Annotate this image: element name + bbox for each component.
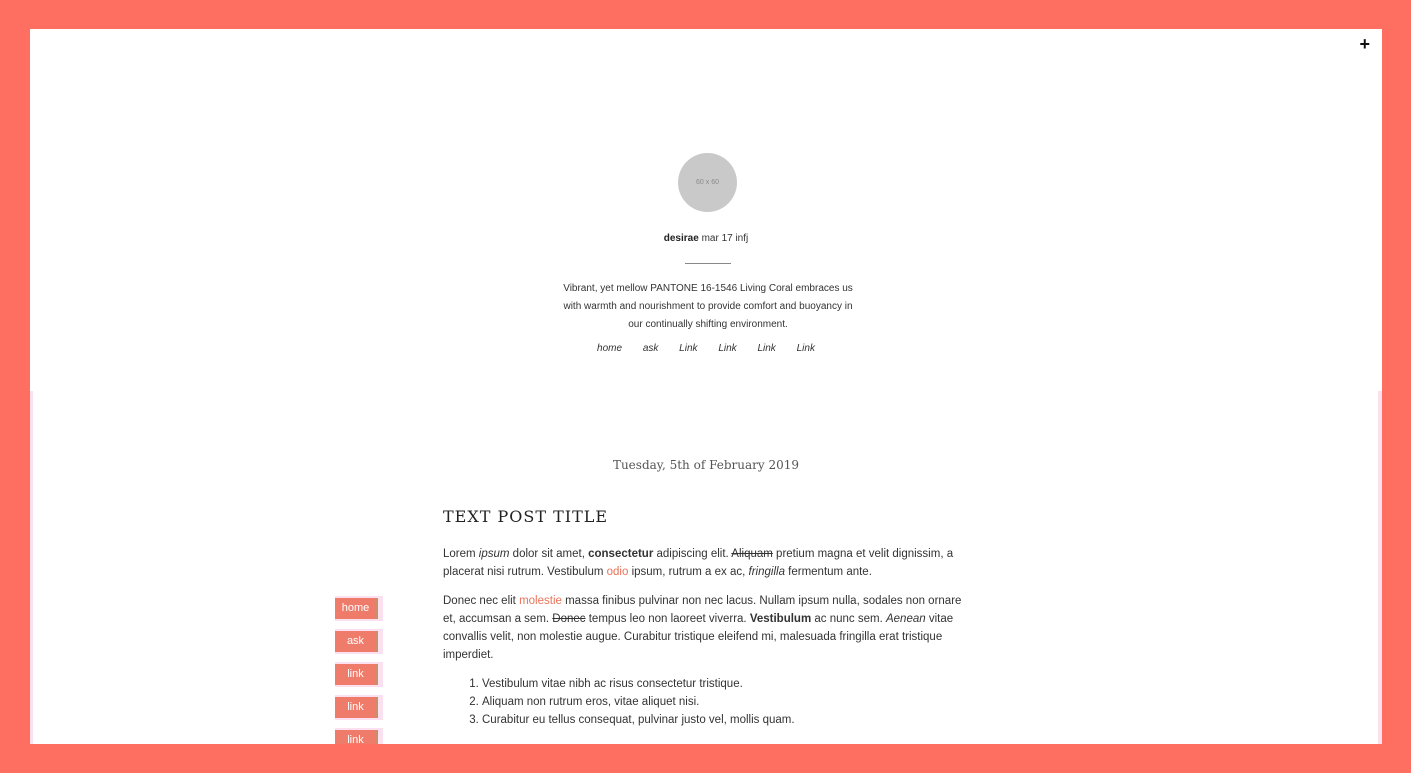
side-strip-left <box>30 391 33 744</box>
text: massa finibus pulvinar non nec lacus. Nullam ipsum nulla, sodales non ornare et, accumsan a sem. <box>443 595 962 625</box>
text: pretium magna et velit dignissim, a placerat nisi rutrum. Vestibulum <box>443 548 954 578</box>
post-date: Tuesday, 5th of February 2019 <box>612 458 800 472</box>
side-nav-home[interactable] <box>335 596 383 621</box>
side-nav-link[interactable] <box>335 728 383 744</box>
divider <box>685 263 731 264</box>
avatar-placeholder-text: 60 x 60 <box>696 179 719 186</box>
post-body <box>443 545 975 729</box>
side-nav-label: link <box>335 730 378 744</box>
text: ipsum, rutrum a ex ac, <box>628 566 749 578</box>
bold-text: Vestibulum <box>749 613 812 625</box>
side-nav <box>335 596 383 744</box>
italic-text: Aenean <box>885 613 926 625</box>
page-frame <box>30 29 1382 744</box>
side-nav-label: link <box>335 664 378 685</box>
blog-name: desirae <box>663 233 699 244</box>
text: tempus leo non laoreet viverra. <box>585 613 750 625</box>
top-nav-link[interactable]: Link <box>796 343 815 354</box>
text: dolor sit amet, <box>509 548 589 560</box>
list-item: 3. Curabitur eu tellus consequat, pulvinar justo vel, mollis quam. <box>482 711 975 729</box>
side-nav-link[interactable] <box>335 662 383 687</box>
inline-link[interactable]: odio <box>606 566 629 578</box>
side-nav-ask[interactable] <box>335 629 383 654</box>
top-nav-link[interactable]: Link <box>757 343 776 354</box>
side-nav-label: link <box>335 697 378 718</box>
top-nav-link[interactable]: Link <box>718 343 737 354</box>
side-strip-right <box>1378 391 1382 744</box>
text: ac nunc sem. <box>811 613 886 625</box>
top-nav-home-link[interactable]: home <box>597 343 623 354</box>
text: Lorem <box>443 548 479 560</box>
strikethrough-text: Donec <box>552 613 586 625</box>
text: adipiscing elit. <box>653 548 732 560</box>
post-paragraph <box>443 592 975 664</box>
strikethrough-text: Aliquam <box>731 548 773 560</box>
list-item: 2. Aliquam non rutrum eros, vitae aliquet nisi. <box>482 693 975 711</box>
top-nav-link[interactable]: Link <box>679 343 698 354</box>
bold-text: consectetur <box>588 548 654 560</box>
italic-text: fringilla <box>748 566 785 578</box>
blog-name-suffix: mar 17 infj <box>701 233 749 244</box>
top-nav <box>30 343 1382 354</box>
text: Donec nec elit <box>443 595 520 607</box>
blog-description: Vibrant, yet mellow PANTONE 16-1546 Living Coral embraces us with warmth and nourishment to provide comfort and buoyancy in our continually shifting environment. <box>563 283 853 330</box>
side-nav-link[interactable] <box>335 695 383 720</box>
text: vitae convallis velit, non molestie augue. Curabitur tristique eleifend mi, malesuada fringilla erat tristique imperdiet. <box>443 613 954 661</box>
side-nav-label: home <box>335 598 378 619</box>
list-item: 1. Vestibulum vitae nibh ac risus consectetur tristique. <box>482 675 975 693</box>
inline-link[interactable]: molestie <box>519 595 562 607</box>
top-nav-ask-link[interactable]: ask <box>642 343 659 354</box>
plus-icon[interactable]: + <box>1359 34 1370 54</box>
side-nav-label: ask <box>335 631 378 652</box>
post-list <box>443 675 975 729</box>
blog-name-line <box>30 233 1382 244</box>
italic-text: ipsum <box>478 548 510 560</box>
post-paragraph <box>443 545 975 581</box>
post-title: TEXT POST TITLE <box>443 507 609 526</box>
avatar <box>678 153 737 212</box>
text: fermentum ante. <box>784 566 872 578</box>
